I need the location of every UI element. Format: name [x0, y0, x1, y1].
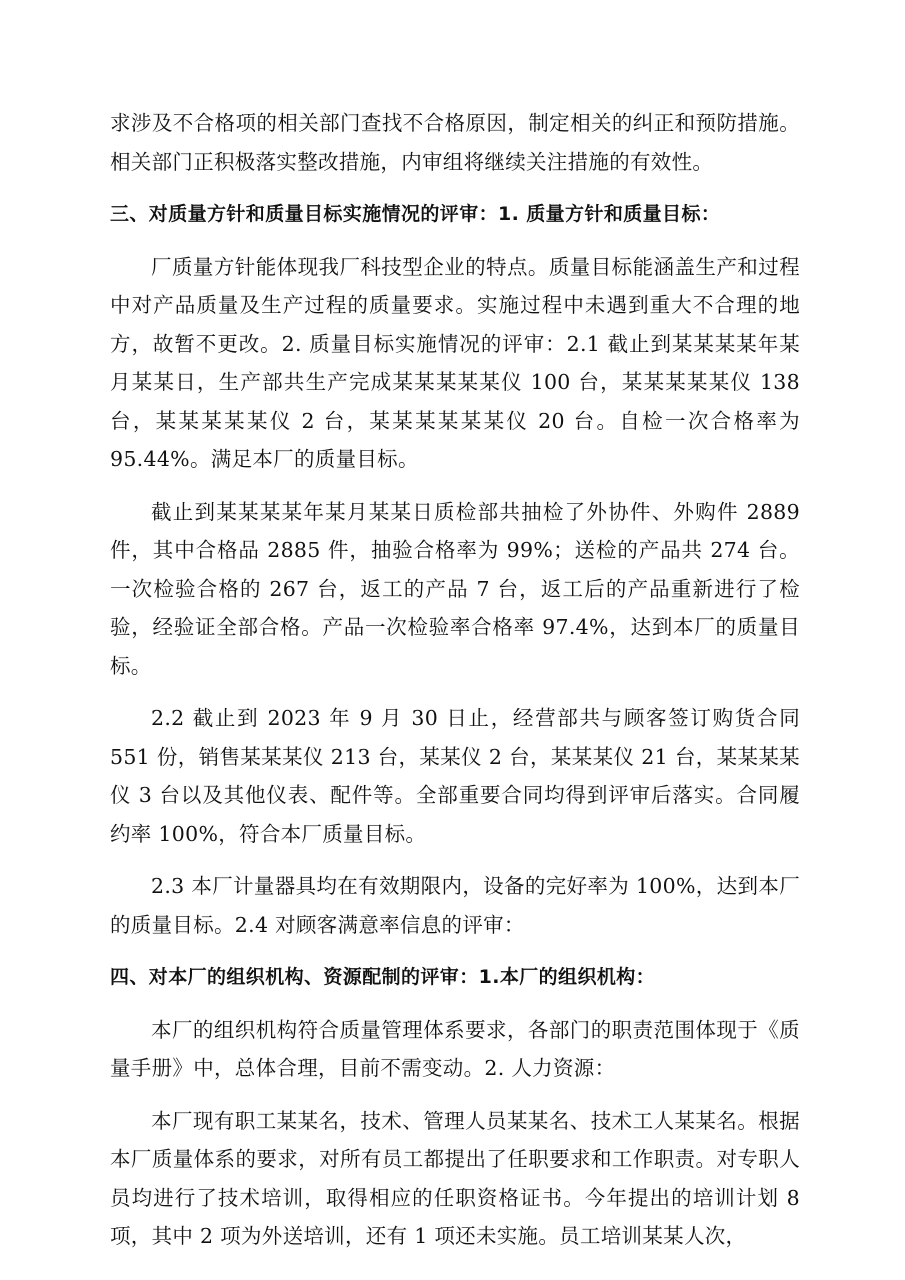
paragraph-human-resources: 本厂现有职工某某名，技术、管理人员某某名、技术工人某某名。根据本厂质量体系的要求，对所有员工都提出了任职要求和工作职责。对专职人员均进行了技术培训，取得相应的任职资格证书。今年提出的培训计划 8 项，其中 2 项为外送培训，还有 1 项还未实施。员工培训某某人次，	[110, 1108, 800, 1248]
paragraph-quality-policy: 厂质量方针能体现我厂科技型企业的特点。质量目标能涵盖生产和过程中对产品质量及生产过程的质量要求。实施过程中未遇到重大不合理的地方，故暂不更改。2. 质量目标实施情况的评审：2.1 截止到某某某某年某月某某日，生产部共生产完成某某某某某仪 100 台，某某某某某仪 138 台，某某某某某仪 2 台，某某某某某某仪 20 台。自检一次合格率为 95.44%。满足本厂的质量目标。	[110, 254, 800, 471]
paragraph-contracts: 2.2 截止到 2023 年 9 月 30 日止，经营部共与顾客签订购货合同 551 份，销售某某某仪 213 台，某某仪 2 台，某某某仪 21 台，某某某某仪 3 台以及其他仪表、配件等。全部重要合同均得到评审后落实。合同履约率 100%，符合本厂质量目标。	[110, 706, 800, 846]
document-body	[110, 104, 800, 1256]
section-heading-four: 四、对本厂的组织机构、资源配制的评审：1.本厂的组织机构：	[110, 966, 656, 988]
paragraph-inspection: 截止到某某某某年某月某某日质检部共抽检了外协件、外购件 2889 件，其中合格品 2885 件，抽验合格率为 99%；送检的产品共 274 台。一次检验合格的 267 台，返工的产品 7 台，返工后的产品重新进行了检验，经验证全部合格。产品一次检验率合格率 97.4%，达到本厂的质量目标。	[110, 499, 800, 678]
paragraph-organization: 本厂的组织机构符合质量管理体系要求，各部门的职责范围体现于《质量手册》中，总体合理，目前不需变动。2. 人力资源：	[110, 1017, 800, 1080]
paragraph-continuation: 求涉及不合格项的相关部门查找不合格原因，制定相关的纠正和预防措施。相关部门正积极落实整改措施，内审组将继续关注措施的有效性。	[110, 111, 800, 174]
section-heading-three: 三、对质量方针和质量目标实施情况的评审：1. 质量方针和质量目标：	[110, 203, 721, 225]
paragraph-measuring-equipment: 2.3 本厂计量器具均在有效期限内，设备的完好率为 100%，达到本厂的质量目标。2.4 对顾客满意率信息的评审：	[110, 874, 800, 937]
